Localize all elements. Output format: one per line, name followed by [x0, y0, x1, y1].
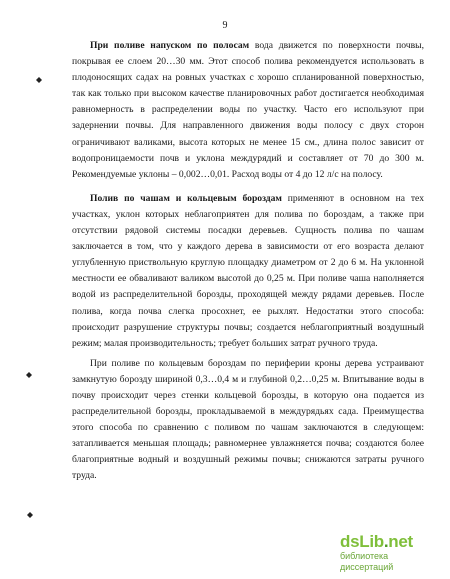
- binding-hole-mark: [27, 512, 33, 518]
- logo-part: net: [388, 532, 413, 551]
- dslib-subtitle: библиотека диссертаций: [340, 551, 394, 572]
- page-body: [72, 38, 424, 485]
- logo-part: dsLib: [340, 532, 384, 551]
- paragraph-strip-irrigation: [72, 38, 424, 183]
- binding-hole-mark: [36, 77, 42, 83]
- logo-separator: .: [383, 532, 389, 551]
- paragraph-lead: Полив по чашам и кольцевым бороздам: [90, 192, 282, 204]
- paragraph-lead: При поливе напуском по полосам: [90, 40, 250, 51]
- paragraph-text: вода движется по поверхности почвы, покрывая ее слоем 20…30 мм. Этот способ полива рекомендуется использовать в плодоносящих садах на ровных участках с хорошо спланированной поверхностью, так как только при высоком качестве планировочных работ достигается необходимая равномерность в распределении воды по участку. Часто его используют при задернении почвы. Для направленного движения воды полосу с двух сторон ограничивают валиками, высота которых не менее 15 см., длина полос зависит от водопроницаемости почв и уклона междурядий и составляет от 70 до 300 м. Рекомендуемые уклоны – 0,002…0,01. Расход воды от 4 до 12 л/с на полосу.: [72, 40, 424, 180]
- paragraph-ring-furrows: [72, 356, 424, 485]
- paragraph-text: При поливе по кольцевым бороздам по периферии кроны дерева устраивают замкнутую борозду шириной 0,3…0,4 м и глубиной 0,2…0,25 м. Впитывание воды в почву происходит через стенки кольцевой борозды, в которую она подается из распределительной борозды, прокладываемой в междурядьях сада. Преимущества этого способа по сравнению с поливом по чашам заключаются в следующем: затапливается меньшая площадь; равномернее увлажняется почва; создаются более благоприятные водный и воздушный режимы почвы; снижаются затраты ручного труда.: [72, 357, 424, 482]
- dslib-watermark[interactable]: [340, 533, 440, 573]
- paragraph-text: применяют в основном на тех участках, уклон которых неблагоприятен для полива по бороздам, а также при отсутствии рядовой системы посадки деревьев. Сущность полива по чашам заключается в том, что у каждого дерева в зависимости от его возраста делают углубленную приствольную круглую площадку диаметром от 2 до 6 м. На уклонной местности ее обваливают валиком высотой до 0,25 м. При поливе чаша наполняется водой из распределительной борозды, проходящей между рядами деревьев. После полива, когда почва слегка просохнет, ее рыхлят. Недостатки этого способа: происходит разрушение структуры почвы; создается неблагоприятный воздушный режим; малая производительность; требует больших затрат ручного труда.: [72, 192, 424, 349]
- paragraph-basin-irrigation: [72, 191, 424, 352]
- binding-hole-mark: [26, 372, 32, 378]
- dslib-logo: [340, 533, 440, 551]
- page-number: 9: [222, 20, 228, 31]
